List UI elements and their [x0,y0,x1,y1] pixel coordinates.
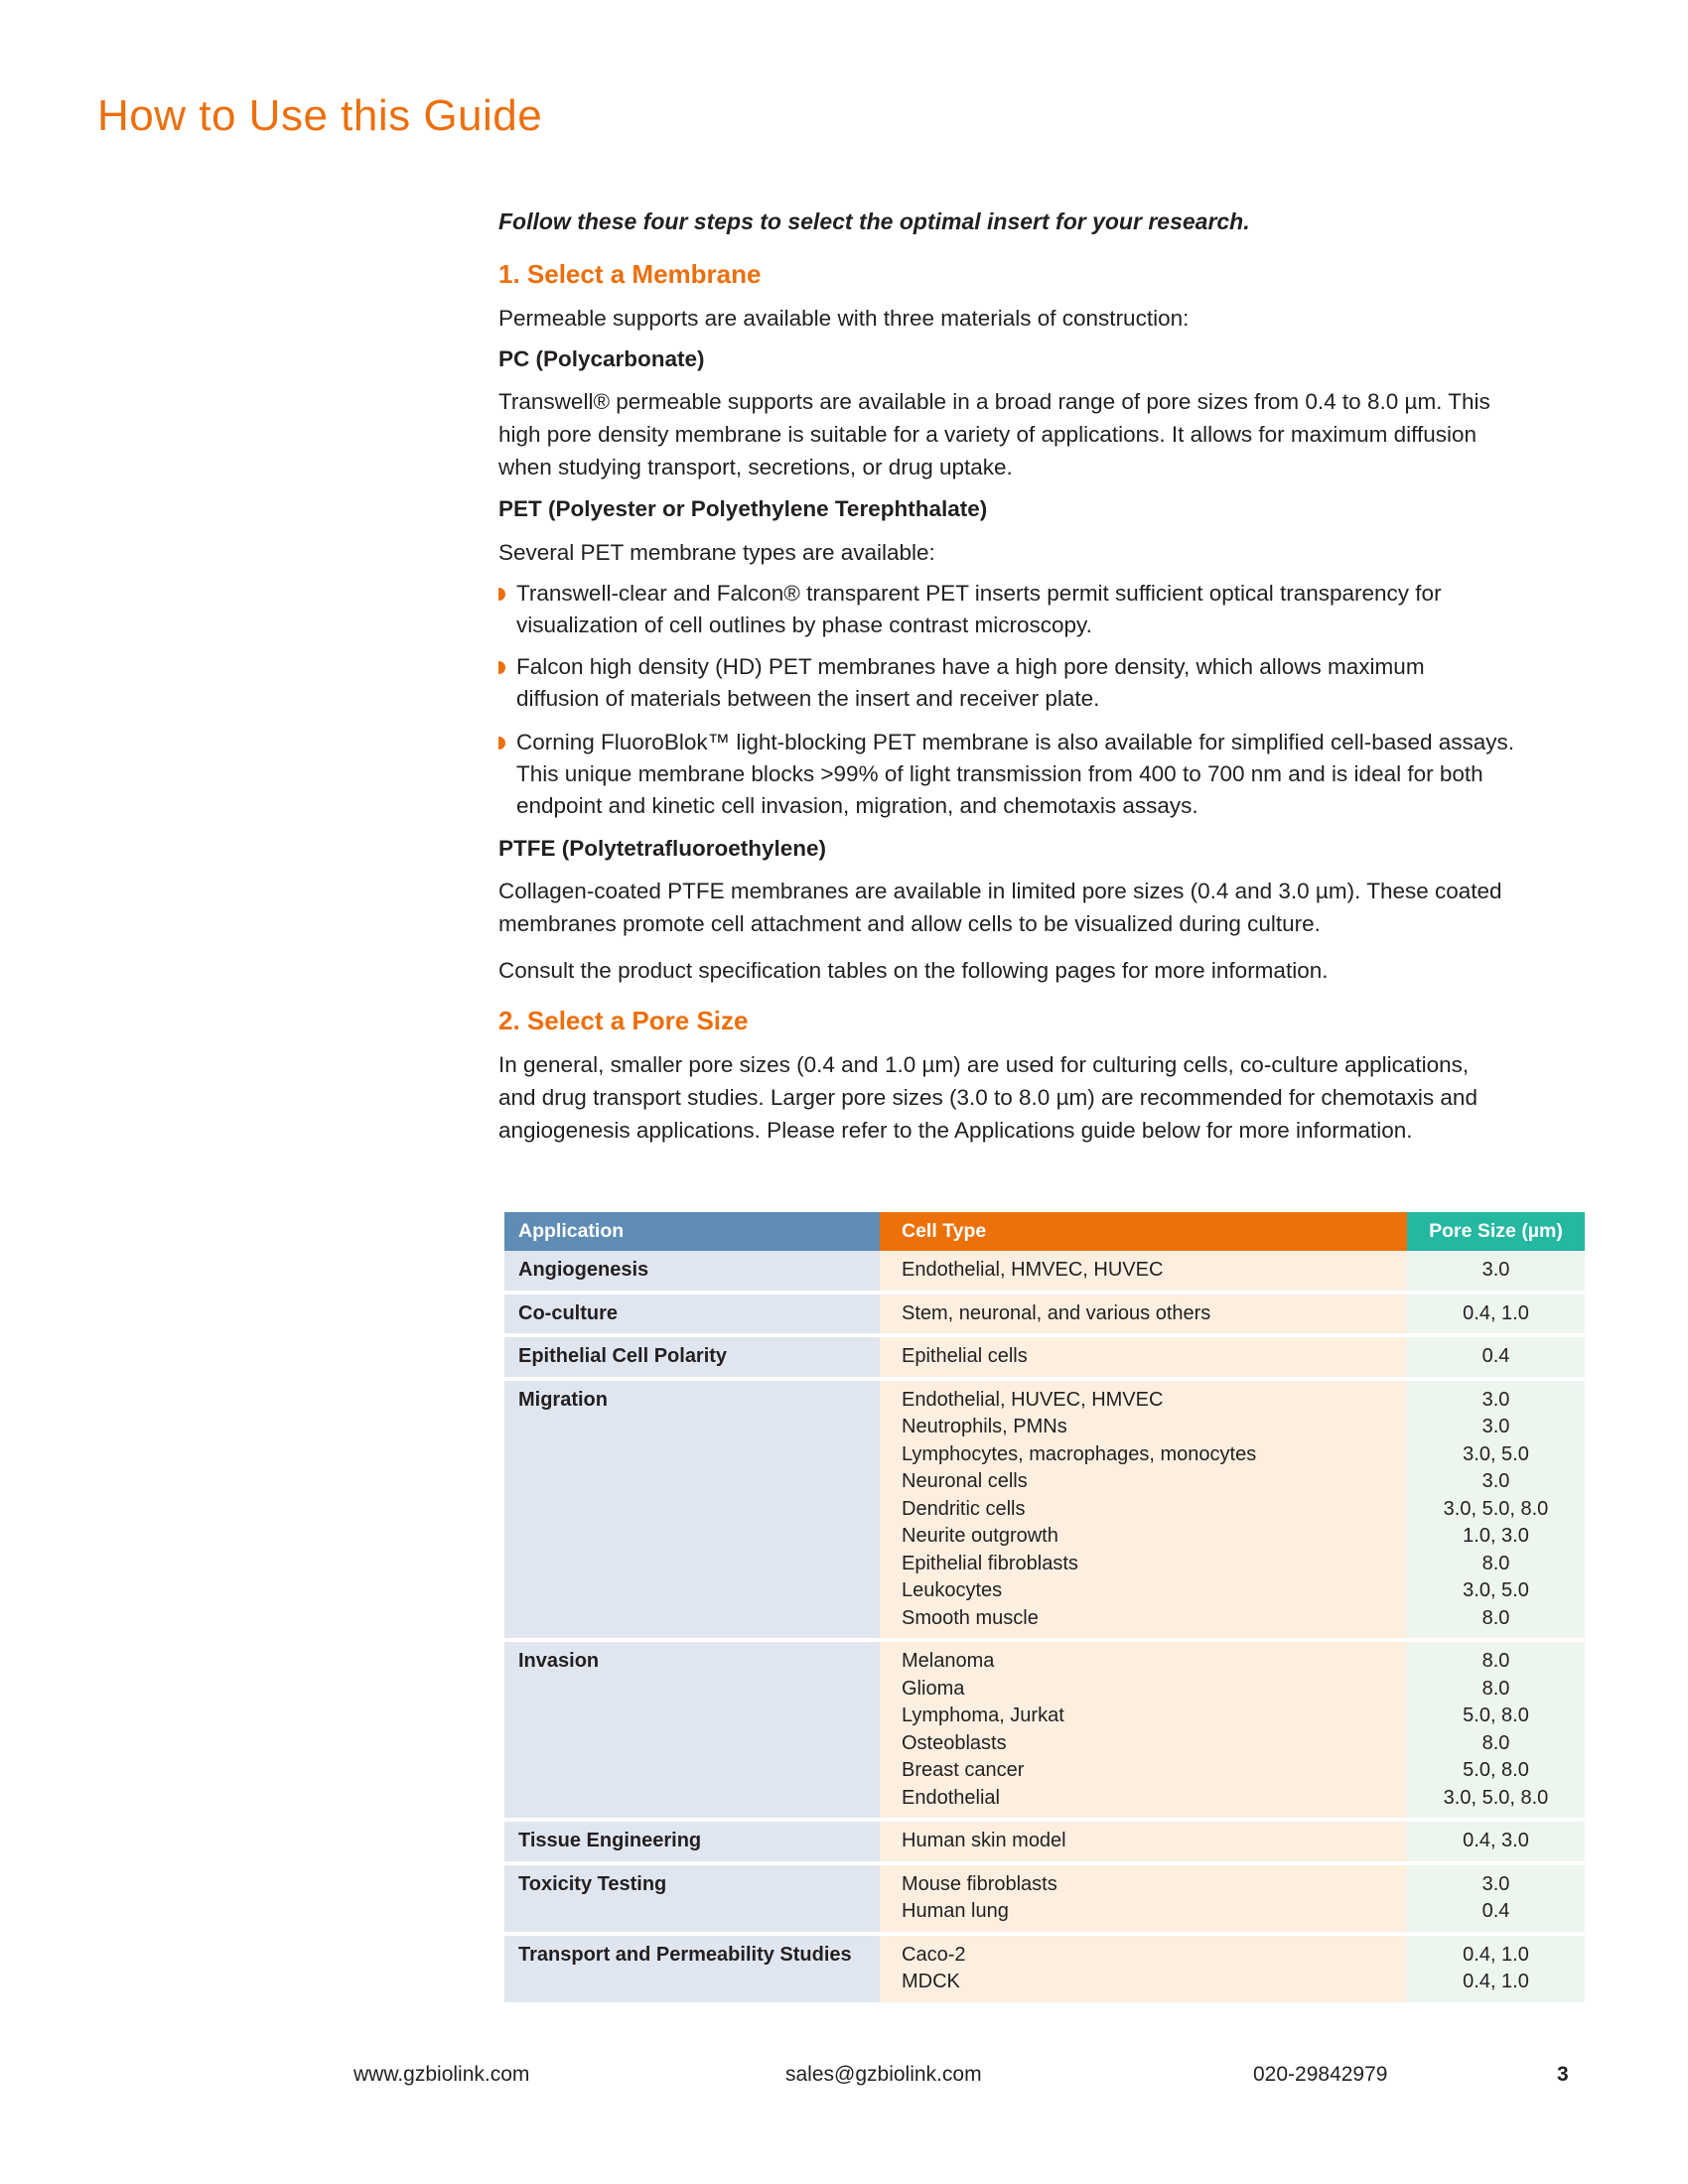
ptfe-description: Collagen-coated PTFE membranes are available in limited pore sizes (0.4 and 3.0 µm). These coated membranes promote cell attachment and allow cells to be visualized during culture. [498,879,1502,936]
table-row [504,1333,1585,1377]
pore-size-value: 3.0, 5.0, 8.0 [1443,1786,1549,1809]
cell-type-value: Endothelial, HMVEC, HUVEC [902,1259,1164,1281]
header-pore-size: Pore Size (µm) [1407,1212,1585,1251]
pore-size-cell [1407,1818,1585,1861]
cell-type-cell [880,1638,1407,1818]
pore-size-value: 0.4, 1.0 [1463,1943,1529,1966]
pore-size-value: 3.0, 5.0, 8.0 [1443,1497,1549,1520]
section1-lead: Permeable supports are available with three materials of construction: [498,306,1190,331]
footer-email[interactable]: sales@gzbiolink.com [785,2063,982,2086]
cell-type-value: Osteoblasts [902,1731,1007,1754]
intro-text: Follow these four steps to select the optimal insert for your research. [498,208,1250,234]
cell-type-value: MDCK [902,1971,960,1992]
pore-size-value: 3.0 [1481,1416,1510,1437]
cell-type-cell [880,1818,1407,1861]
cell-type-value: Lymphoma, Jurkat [902,1705,1064,1726]
pore-size-value: 3.0 [1481,1259,1510,1281]
pore-size-value: 3.0 [1481,1388,1510,1411]
pore-size-cell [1407,1251,1585,1291]
pore-size-value: 0.4, 1.0 [1463,1971,1529,1992]
cell-type-value: Glioma [902,1677,965,1700]
header-application: Application [504,1212,880,1251]
header-cell-type: Cell Type [880,1212,1407,1251]
pore-size-cell [1407,1861,1585,1932]
application-cell: Epithelial Cell Polarity [504,1333,880,1377]
application-cell: Angiogenesis [504,1251,880,1291]
pore-size-value: 8.0 [1481,1552,1510,1574]
bullet-arrow-icon [498,588,505,601]
application-cell: Invasion [504,1638,880,1818]
pc-title: PC (Polycarbonate) [498,346,705,371]
pet-bullet: Corning FluoroBlok™ light-blocking PET membrane is also available for simplified cell-based assays. This unique membrane blocks >99% of light transmission from 400 to 700 nm and is ideal for both endpoint and kinetic cell invasion, migration, and chemotaxis assays. [498,727,1514,822]
section2-description: In general, smaller pore sizes (0.4 and 1.0 µm) are used for culturing cells, co-culture applications, and drug transport studies. Larger pore sizes (3.0 to 8.0 µm) are recommended for chemotaxis and angiogenesis applications. Please refer to the Applications guide below for more information. [498,1052,1477,1143]
pore-size-value: 0.4, 1.0 [1463,1301,1529,1324]
pc-description: Transwell® permeable supports are available in a broad range of pore sizes from 0.4 to 8.0 µm. This high pore density membrane is suitable for a variety of applications. It allows for maximum diffusion when studying transport, secretions, or drug uptake. [498,389,1490,479]
footer-website[interactable]: www.gzbiolink.com [353,2063,530,2086]
pet-bullet: Falcon high density (HD) PET membranes have a high pore density, which allows maximum diffusion of materials between the insert and receiver plate. [498,651,1425,715]
pore-size-value: 8.0 [1481,1731,1510,1754]
cell-type-value: Smooth muscle [902,1606,1039,1629]
pore-size-value: 8.0 [1481,1677,1510,1700]
application-cell: Migration [504,1377,880,1639]
pore-size-value: 8.0 [1481,1606,1510,1629]
cell-type-cell [880,1333,1407,1377]
cell-type-value: Leukocytes [902,1579,1003,1601]
table-row [504,1638,1585,1818]
cell-type-value: Dendritic cells [902,1497,1026,1520]
cell-type-value: Human skin model [902,1830,1066,1851]
table-row [504,1291,1585,1334]
pore-size-value: 0.4 [1481,1900,1510,1922]
cell-type-value: Mouse fibroblasts [902,1872,1057,1895]
ptfe-title: PTFE (Polytetrafluoroethylene) [498,836,827,861]
table-row [504,1251,1585,1291]
application-cell: Tissue Engineering [504,1818,880,1861]
table-row [504,1932,1585,2002]
bullet-arrow-icon [498,661,505,674]
pet-lead: Several PET membrane types are available: [498,540,935,565]
cell-type-value: Lymphocytes, macrophages, monocytes [902,1442,1257,1465]
cell-type-value: Epithelial cells [902,1345,1028,1367]
application-cell: Toxicity Testing [504,1861,880,1932]
pore-size-cell [1407,1932,1585,2002]
pore-size-value: 5.0, 8.0 [1463,1759,1529,1781]
table-row [504,1861,1585,1932]
pore-size-cell [1407,1638,1585,1818]
pore-size-value: 3.0 [1481,1470,1510,1492]
table-row [504,1818,1585,1861]
pore-size-cell [1407,1333,1585,1377]
table-body [504,1251,1585,2002]
cell-type-value: Neurite outgrowth [902,1525,1058,1547]
cell-type-value: Epithelial fibroblasts [902,1552,1078,1574]
pore-size-value: 8.0 [1481,1650,1510,1672]
cell-type-cell [880,1377,1407,1639]
bullet-arrow-icon [498,737,505,750]
cell-type-value: Endothelial [902,1786,1000,1809]
table-row [504,1377,1585,1639]
footer-phone: 020-29842979 [1253,2063,1388,2086]
pet-title: PET (Polyester or Polyethylene Terephthalate) [498,496,988,521]
pore-size-value: 1.0, 3.0 [1463,1525,1529,1547]
application-cell: Transport and Permeability Studies [504,1932,880,2002]
pore-size-value: 3.0, 5.0 [1463,1579,1529,1601]
consult-text: Consult the product specification tables on the following pages for more information. [498,958,1329,983]
page-title: How to Use this Guide [97,91,543,140]
applications-table [504,1212,1585,2002]
cell-type-value: Breast cancer [902,1759,1025,1781]
cell-type-value: Caco-2 [902,1943,966,1966]
page-number: 3 [1557,2063,1569,2086]
pore-size-value: 3.0 [1481,1872,1510,1895]
pore-size-value: 0.4 [1481,1345,1510,1367]
application-cell: Co-culture [504,1291,880,1334]
section1-heading: 1. Select a Membrane [498,259,762,289]
pore-size-value: 5.0, 8.0 [1463,1705,1529,1726]
cell-type-value: Neuronal cells [902,1470,1028,1492]
pore-size-value: 0.4, 3.0 [1463,1830,1529,1851]
cell-type-value: Stem, neuronal, and various others [902,1301,1211,1324]
cell-type-cell [880,1291,1407,1334]
pore-size-value: 3.0, 5.0 [1463,1442,1529,1465]
cell-type-value: Neutrophils, PMNs [902,1416,1067,1437]
pore-size-cell [1407,1291,1585,1334]
cell-type-value: Human lung [902,1900,1009,1922]
cell-type-value: Endothelial, HUVEC, HMVEC [902,1388,1164,1411]
cell-type-cell [880,1251,1407,1291]
pet-bullet: Transwell-clear and Falcon® transparent PET inserts permit sufficient optical transparency for visualization of cell outlines by phase contrast microscopy. [498,578,1442,641]
table-header-row [504,1212,1585,1251]
cell-type-value: Melanoma [902,1650,995,1672]
cell-type-cell [880,1932,1407,2002]
pore-size-cell [1407,1377,1585,1639]
cell-type-cell [880,1861,1407,1932]
section2-heading: 2. Select a Pore Size [498,1006,749,1035]
